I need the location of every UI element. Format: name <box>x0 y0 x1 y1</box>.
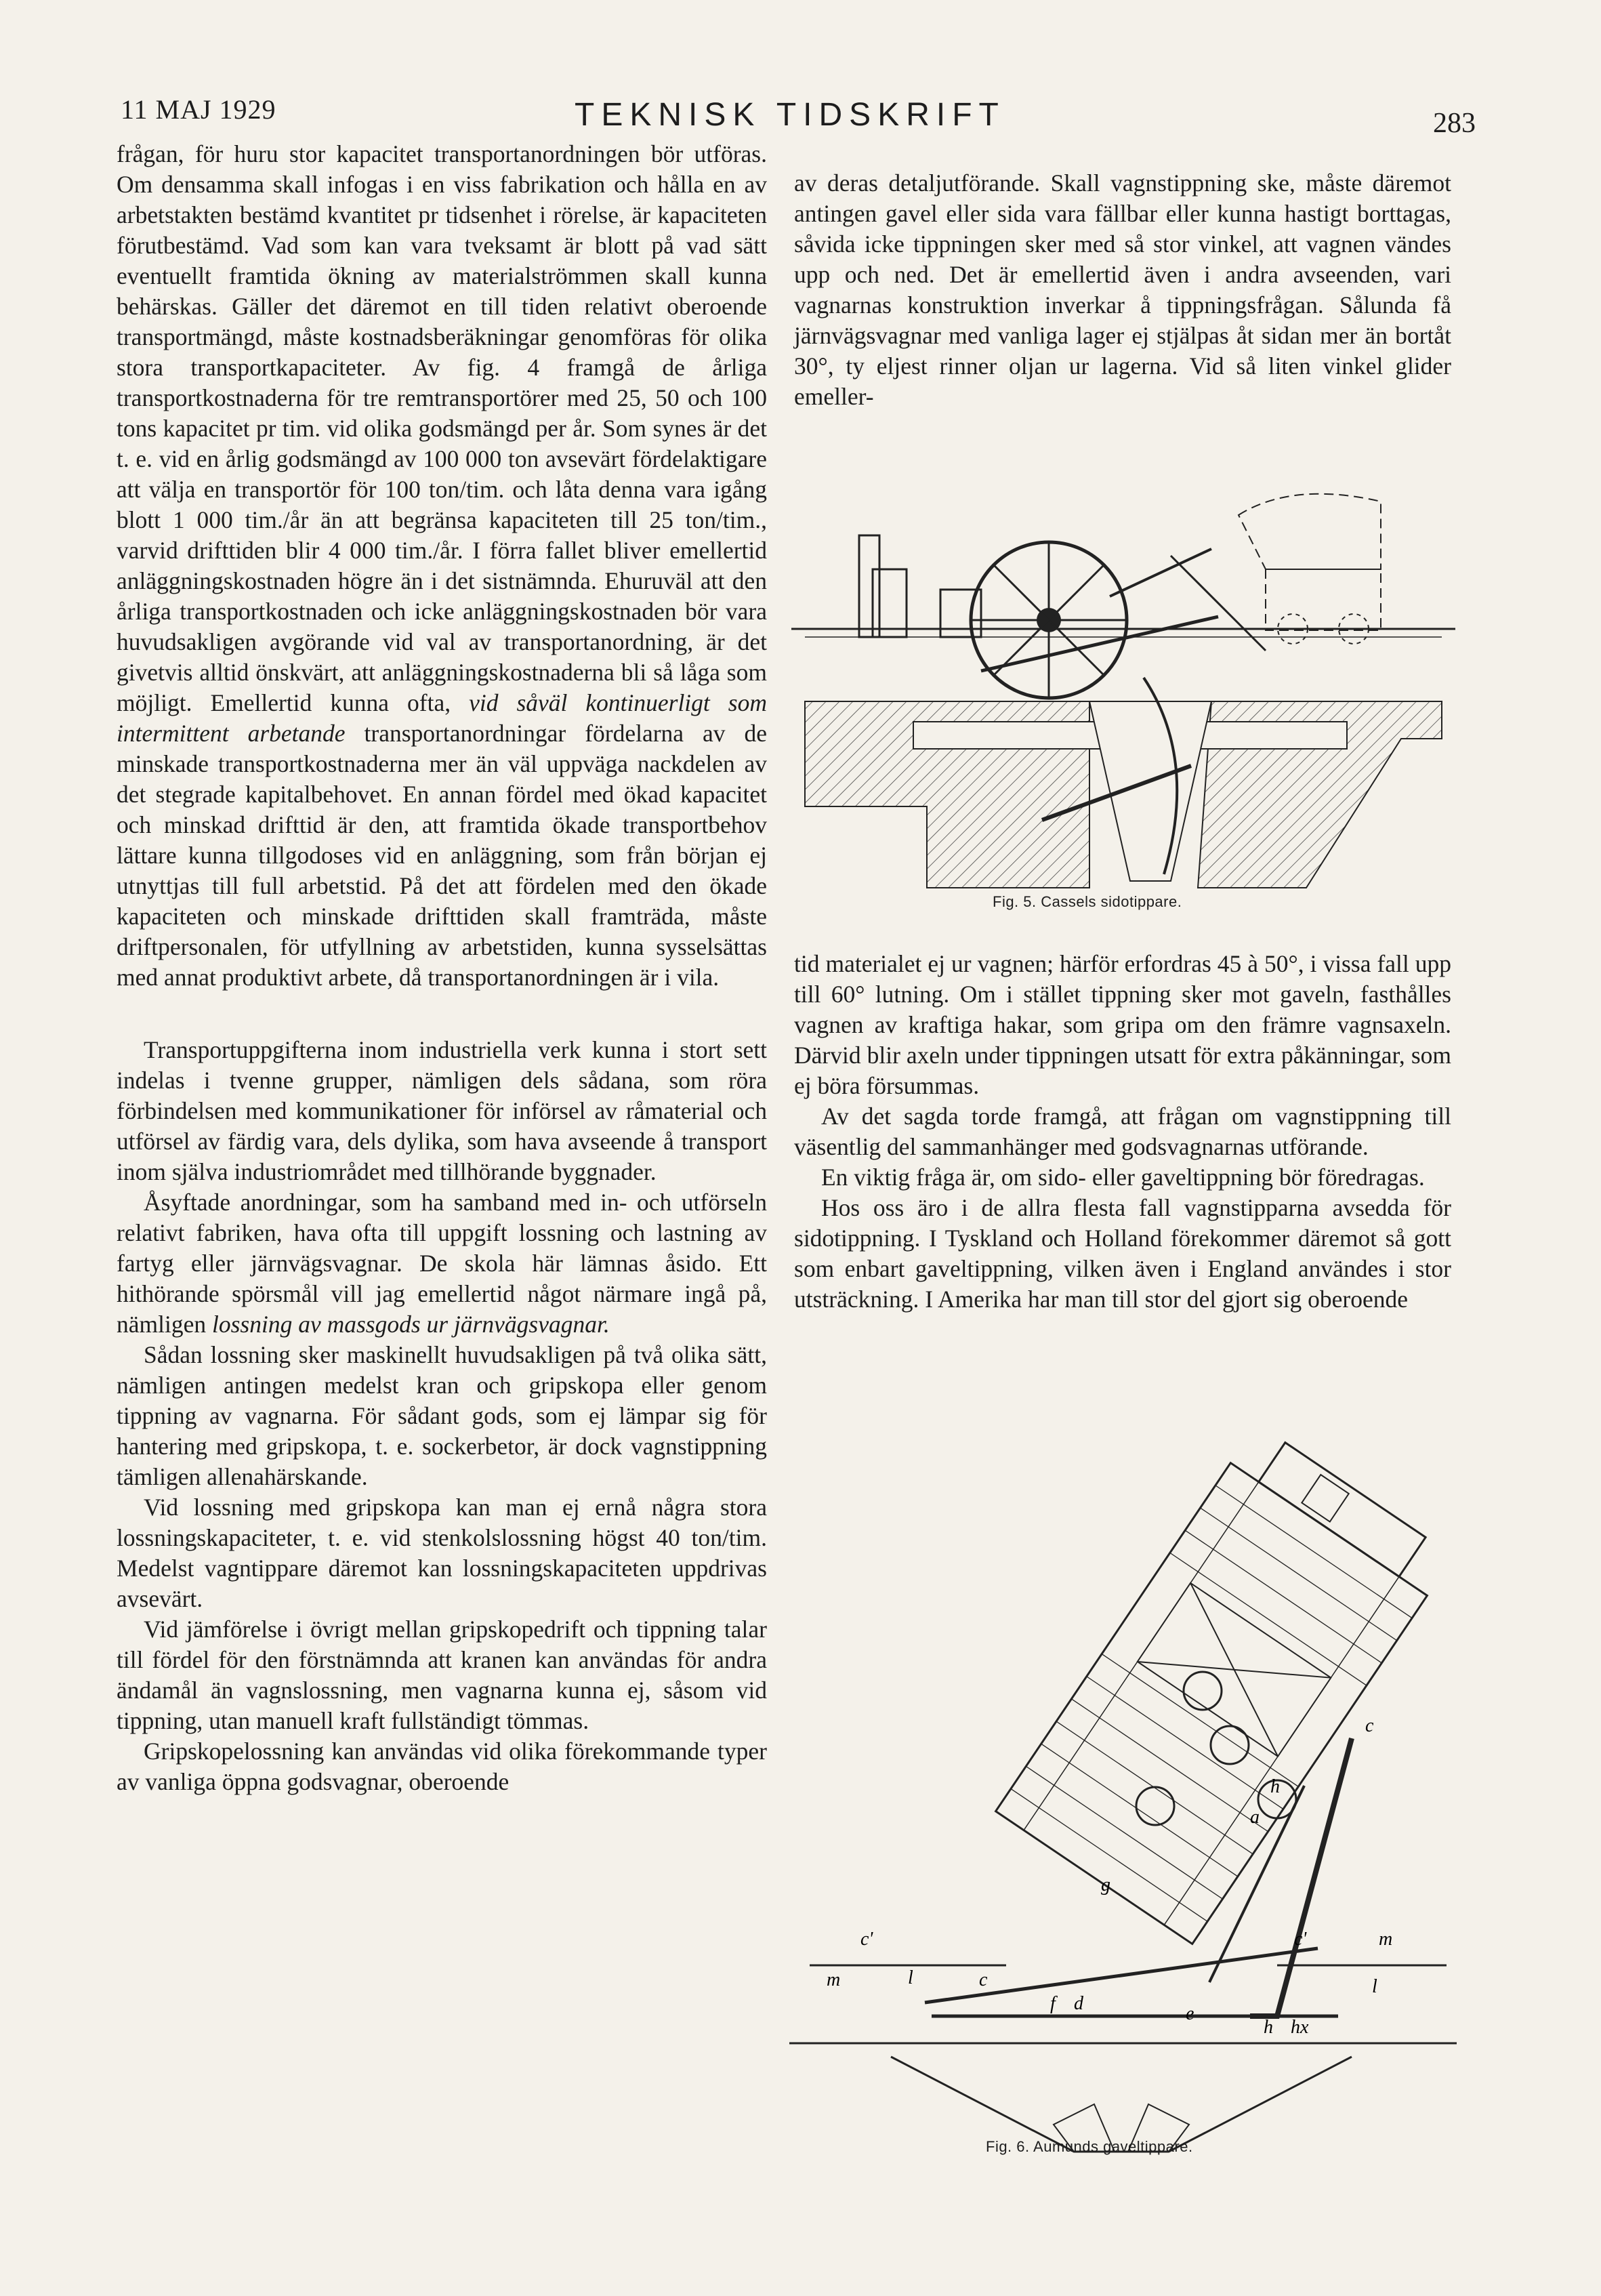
fig6-label: d <box>1074 1993 1083 2014</box>
paragraph: Transportuppgifterna inom industriella verk kunna i stort sett indelas i tvenne grupper, nämligen dels sådana, som röra förbindelsen med kommunikationer för införsel av råmaterial och utförsel av färdig vara, dels dylika, som hava avseende å transport inom själva industriområdet med tillhörande byggnader. <box>117 1036 767 1185</box>
fig6-label: hx <box>1291 2017 1309 2038</box>
fig6-label: m <box>1379 1929 1393 1950</box>
right-column-top <box>794 168 1451 412</box>
paragraph: Vid lossning med gripskopa kan man ej ernå några stora lossningskapaciteter, t. e. vid stenkolslossning högst 40 ton/tim. Medelst vagntippare däremot kan lossningskapaciteten uppdrivas avsevärt. <box>117 1494 767 1612</box>
italic-phrase: vid såväl kontinuerligt som intermittent arbetande <box>117 689 767 747</box>
figure-6-caption: Fig. 6. Aumunds gaveltippare. <box>986 2138 1193 2155</box>
figure-6-end-tipper <box>789 1433 1457 2172</box>
fig6-label: c <box>979 1969 988 1990</box>
fig6-label: m <box>827 1969 841 1990</box>
fig6-label: f <box>1050 1993 1056 2014</box>
fig6-label: a <box>1250 1807 1260 1828</box>
paragraph: Vid jämförelse i övrigt mellan gripskopedrift och tippning talar till fördel för den förstnämnda att kranen kan användas för andra ändamål än vagnslossning, men vagnarna kunna ej, såsom vid tippning, utan manuell kraft fullständigt tömmas. <box>117 1616 767 1734</box>
paragraph: Hos oss äro i de allra flesta fall vagnstipparna avsedda för sidotippning. I Tyskland och Holland förekommer däremot så gott som enbart gaveltippning, vilken även i England användes i stor utsträckning. I Amerika har man till stor del gjort sig oberoende <box>794 1194 1451 1313</box>
fig6-label: l <box>1372 1976 1377 1997</box>
fig6-label: l <box>908 1967 913 1988</box>
page-number: 283 <box>1433 108 1476 139</box>
fig6-label: h <box>1270 1776 1280 1797</box>
page-header <box>114 87 1476 139</box>
fig6-label: c' <box>1294 1929 1307 1950</box>
paragraph: Av det sagda torde framgå, att frågan om vagnstippning till väsentlig del sammanhänger med godsvagnarnas utförande. <box>794 1103 1451 1160</box>
fig6-label: e <box>1186 2003 1194 2024</box>
issue-date: 11 MAJ 1929 <box>121 94 276 125</box>
fig6-label: g <box>1101 1874 1110 1895</box>
left-column <box>117 139 767 1797</box>
fig6-label: c <box>1365 1715 1374 1736</box>
paragraph: frågan, för huru stor kapacitet transportanordningen bör utföras. Om densamma skall infogas i en viss fabrikation och hålla en av arbetstakten bestämd kvantitet pr tidsenhet i rörelse, är kapaciteten förutbestämd. Vad som kan vara tveksamt är blott på vad sätt eventuellt framtida ökning av materialströmmen skall kunna behärskas. Gäller det däremot en till tiden relativt oberoende transportmängd, måste kostnadsberäkningar genomföras för olika stora transportkapaciteter. Av fig. 4 framgå de årliga transportkostnaderna för tre remtransportörer med 25, 50 och 100 tons kapacitet pr tim. vid olika godsmängd per år. Som synes är det t. e. vid en årlig godsmängd av 100 000 ton avsevärt fördelaktigare att välja en transportör för 100 ton/tim. och låta denna vara igång blott 1 000 tim./år än att begränsa kapaciteten till 25 ton/tim., varvid drifttiden blir 4 000 tim./år. I förra fallet bliver emellertid anläggningskostnaden högre än i det sistnämnda. Ehuruväl att den årliga transportkostnaden och icke anläggningskostnaden bör vara huvudsakligen avgörande vid val av transportanordning, är det givetvis alltid önskvärt, att anläggningskostnaderna bli så låga som möjligt. Emellertid kunna ofta, vid såväl kontinuerligt som intermittent arbetande transportanordningar fördelarna av de minskade transportkostnaderna mer än väl uppväga nackdelen av det stegrade kapitalbehovet. En annan fördel med ökad kapacitet och minskad drifttid är den, att framtida ökade transportbehov lättare kunna tillgodoses vid en anläggning, som från början ej utnyttjas till full arbetstid. På det att fördelen med den ökade kapaciteten och minskade drifttiden skall framträda, måste driftpersonalen, för utfyllning av arbetstiden, kunna sysselsättas med annat produktivt arbete, då transportanordningen är i vila. <box>117 140 768 991</box>
journal-title: TEKNISK TIDSKRIFT <box>575 97 1005 133</box>
paragraph: En viktig fråga är, om sido- eller gaveltippning bör föredragas. <box>821 1164 1425 1191</box>
paragraph: Gripskopelossning kan användas vid olika förekommande typer av vanliga öppna godsvagnar, oberoende <box>117 1738 767 1795</box>
paragraph: av deras detaljutförande. Skall vagnstippning ske, måste däremot antingen gavel eller sida vara fällbar eller kunna hastigt borttagas, såvida icke tippningen sker med så stor vinkel, att vagnen vändes upp och ned. Det är emellertid även i andra avseenden, vari vagnarnas konstruktion inverkar å tippningsfrågan. Sålunda få järnvägsvagnar med vanliga lager ej stjälpas åt sidan mer än bortåt 30°, ty eljest rinner oljan ur lagerna. Vid så liten vinkel glider emeller- <box>794 169 1451 410</box>
figure-5-caption: Fig. 5. Cassels sidotippare. <box>993 893 1182 910</box>
right-column-middle <box>794 949 1451 1315</box>
italic-phrase: lossning av massgods ur järnvägsvagnar. <box>211 1311 610 1338</box>
paragraph: Åsyftade anordningar, som ha samband med in- och utförseln relativt fabriken, hava ofta till uppgift lossning och lastning av fartyg eller järnvägsvagnar. De skola här lämnas åsido. Ett hithörande spörsmål vill jag emellertid något närmare ingå på, nämligen lossning av massgods ur järnvägsvagnar. <box>117 1189 767 1338</box>
figure-5-side-tipper <box>791 454 1455 922</box>
fig6-label: c' <box>860 1929 873 1950</box>
paragraph: tid materialet ej ur vagnen; härför erfordras 45 à 50°, i vissa fall upp till 60° lutning. Om i stället tippning sker mot gaveln, fasthålles vagnen av kraftiga hakar, som gripa om den främre vagnsaxeln. Därvid blir axeln under tippningen utsatt för extra påkänningar, som ej böra försummas. <box>794 950 1451 1099</box>
fig6-label: h <box>1264 2017 1273 2038</box>
paragraph: Sådan lossning sker maskinellt huvudsakligen på två olika sätt, nämligen antingen medelst kran och gripskopa eller genom tippning av vagnarna. För sådant gods, som ej lämpar sig för hantering med gripskopa, t. e. sockerbetor, är dock vagnstippning tämligen allenahärskande. <box>117 1341 767 1490</box>
